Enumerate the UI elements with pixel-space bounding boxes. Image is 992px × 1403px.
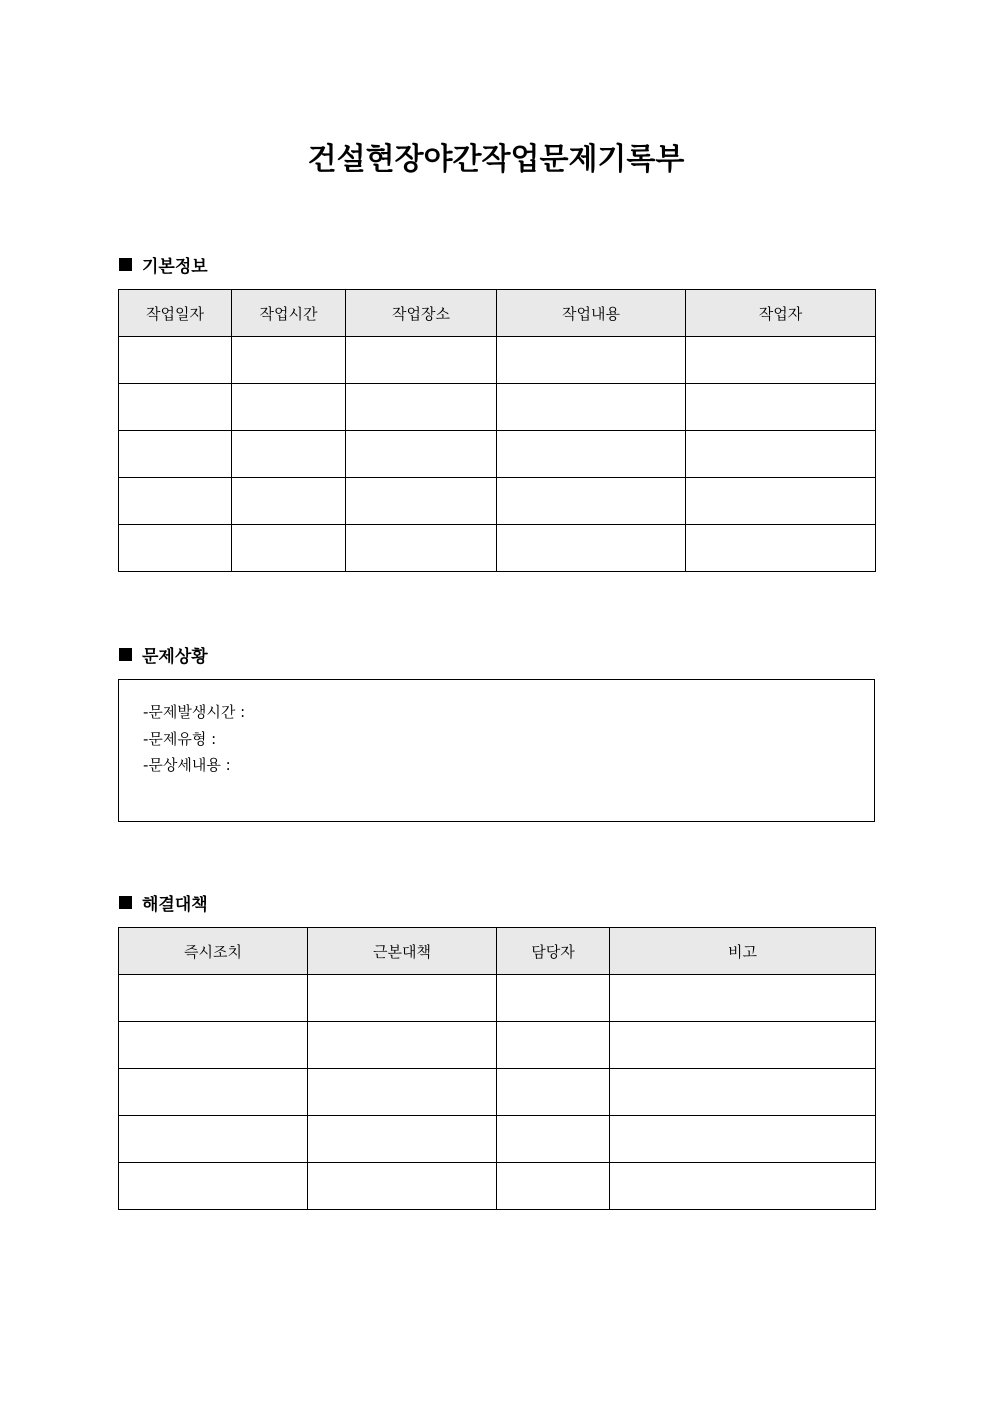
table-row [119, 384, 876, 431]
section-heading-problem [119, 643, 208, 665]
table-row [119, 525, 876, 572]
table-row [119, 1069, 876, 1116]
basic-info-table [118, 289, 876, 572]
table-cell[interactable] [232, 478, 346, 525]
table-cell[interactable] [610, 1116, 876, 1163]
table-cell[interactable] [232, 525, 346, 572]
table-cell[interactable] [610, 1069, 876, 1116]
table-cell[interactable] [119, 975, 308, 1022]
table-cell[interactable] [686, 384, 876, 431]
section-heading-label: 해결대책 [142, 894, 208, 915]
table-cell[interactable] [119, 337, 232, 384]
column-header-remarks: 비고 [610, 928, 876, 975]
table-cell[interactable] [610, 1022, 876, 1069]
column-header-work-location: 작업장소 [346, 290, 497, 337]
table-cell[interactable] [497, 1022, 610, 1069]
table-header-row [119, 928, 876, 975]
column-header-work-date: 작업일자 [119, 290, 232, 337]
table-cell[interactable] [232, 431, 346, 478]
section-heading-solution [119, 891, 208, 913]
table-cell[interactable] [346, 384, 497, 431]
document-title: 건설현장야간작업문제기록부 [307, 142, 685, 177]
table-row [119, 1163, 876, 1210]
table-cell[interactable] [497, 1163, 610, 1210]
table-cell[interactable] [346, 478, 497, 525]
table-cell[interactable] [497, 431, 686, 478]
black-square-icon [119, 648, 132, 661]
table-cell[interactable] [497, 525, 686, 572]
table-cell[interactable] [232, 337, 346, 384]
table-cell[interactable] [119, 1022, 308, 1069]
table-cell[interactable] [610, 1163, 876, 1210]
table-row [119, 975, 876, 1022]
column-header-work-time: 작업시간 [232, 290, 346, 337]
table-cell[interactable] [308, 1022, 497, 1069]
table-cell[interactable] [346, 337, 497, 384]
table-cell[interactable] [119, 525, 232, 572]
solution-table [118, 927, 876, 1210]
table-cell[interactable] [497, 337, 686, 384]
table-cell[interactable] [119, 1069, 308, 1116]
table-cell[interactable] [232, 384, 346, 431]
table-cell[interactable] [686, 478, 876, 525]
table-row [119, 337, 876, 384]
table-cell[interactable] [497, 384, 686, 431]
column-header-worker: 작업자 [686, 290, 876, 337]
section-heading-label: 기본정보 [142, 256, 208, 277]
table-cell[interactable] [119, 431, 232, 478]
table-cell[interactable] [497, 1116, 610, 1163]
table-cell[interactable] [308, 1069, 497, 1116]
problem-line-detail: -문상세내용 : [143, 756, 231, 774]
table-cell[interactable] [308, 1116, 497, 1163]
table-cell[interactable] [686, 337, 876, 384]
table-cell[interactable] [308, 1163, 497, 1210]
table-header-row [119, 290, 876, 337]
table-cell[interactable] [119, 1116, 308, 1163]
black-square-icon [119, 258, 132, 271]
table-cell[interactable] [686, 525, 876, 572]
table-cell[interactable] [308, 975, 497, 1022]
table-cell[interactable] [119, 384, 232, 431]
table-cell[interactable] [610, 975, 876, 1022]
section-heading-label: 문제상황 [142, 646, 208, 667]
table-cell[interactable] [497, 975, 610, 1022]
table-cell[interactable] [119, 1163, 308, 1210]
column-header-person-in-charge: 담당자 [497, 928, 610, 975]
table-cell[interactable] [346, 525, 497, 572]
table-row [119, 1022, 876, 1069]
table-row [119, 1116, 876, 1163]
black-square-icon [119, 896, 132, 909]
column-header-root-measure: 근본대책 [308, 928, 497, 975]
section-heading-basic-info [119, 253, 208, 275]
column-header-immediate-action: 즉시조치 [119, 928, 308, 975]
problem-description-box[interactable] [118, 679, 875, 822]
table-cell[interactable] [119, 478, 232, 525]
table-cell[interactable] [686, 431, 876, 478]
column-header-work-content: 작업내용 [497, 290, 686, 337]
table-cell[interactable] [497, 478, 686, 525]
table-row [119, 431, 876, 478]
table-cell[interactable] [497, 1069, 610, 1116]
problem-line-type: -문제유형 : [143, 729, 217, 748]
table-cell[interactable] [346, 431, 497, 478]
table-row [119, 478, 876, 525]
problem-line-time: -문제발생시간 : [143, 703, 246, 721]
